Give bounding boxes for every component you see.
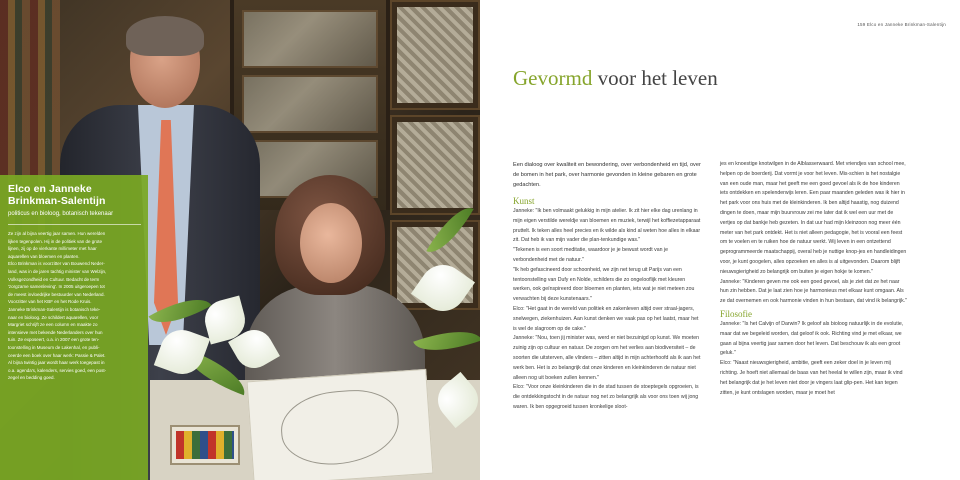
paragraph: Janneke: "Ik ben volmaakt gelukkig in mijn atelier. Ik zit hier elke dag urenlang in mijn eigen verstilde wereldje van bloemen en muziek, terwijl het koffiezetapparaat pruttelt. Ik teken alles heel precies en ik wilde als kind al weten hoe alles in elkaar zit. Dat heb ik van mijn vader die plan-tenkundige was." <box>513 208 701 244</box>
bio-name: Elco en Janneke Brinkman-Salentijn <box>8 183 106 207</box>
running-header: 159 Elco en Janneke Brinkman-Salentijn <box>857 22 946 27</box>
paragraph: Elco: "Voor onze kleinkinderen die in de stad tussen de stoeptegels opgroeien, is die ontdekkingstocht in de natuur nog net zo belangrijk als voor ons toen wij jong waren. Ik ben opgegroeid tussen kronkelige sloot- <box>513 384 699 410</box>
butterfly-case <box>390 0 480 110</box>
bio-box <box>0 175 148 480</box>
title-rest: voor het leven <box>592 66 718 90</box>
divider <box>8 224 141 225</box>
paragraph: "Ik heb gefascineerd door schoonheid, we zijn net terug uit Parijs van een tentoonstelling van Dufy en Nolde, schilders die zo ongelooflijk met kleuren werken, ook geïnspireerd door bloemen en planten, iets wat je niet meteen zou verwachten bij deze kunstenaars." <box>513 266 695 303</box>
title-accent: Gevormd <box>513 66 593 90</box>
paint-box <box>170 425 240 465</box>
bio-text: Ze zijn al bijna veertig jaar samen. Hun werelden lijken tegenpolen. Hij in de politiek van de grote lijnen, zij op de vierkante millimeter met haar aquarellen van bloemen en planten. Elco Brinkman is voorzitter van Bouwend Neder- land, was in de jaren tachtig minister van Welzijn, Volksgezondheid en Cultuur. Bedacht de term 'zorgzame samenleving'. In 2005 uitgeroepen tot de meest invloedrijke bestuurder van Nederland. Voorzitter van het KBF en het Rode Kruis. Janneke Brinkman-Salentijn is botanisch teke- naar en bioloog. Ze schildert aquarellen, voor Margriet schrijft ze een column en maakte zo intensieve met bekende Nederlanders over hun tuin. Ze exposeert, o.a. in 2007 een grote ten- toonstelling in Museum de Lakenhal, en publi- ceerde een boek over haar werk: Passie & Palet. Al bijna twintig jaar wordt haar werk toegepast in o.a. agenda's, kalenders, servies goed, een post- zegel en bedding goed. <box>8 231 107 381</box>
section-heading-kunst: Kunst <box>513 196 535 206</box>
article-title <box>513 66 718 91</box>
section-heading-filosofie: Filosofie <box>720 308 753 319</box>
bio-subtitle: politicus en bioloog, botanisch tekenaar <box>8 211 114 217</box>
intro-lead: Een dialoog over kwaliteit en bewondering, over verbondenheid en tijd, over de bomen in het park, over harmonie gevonden in kleine gebaren en grote gedachten. <box>513 162 701 188</box>
paragraph: jes en knoestige knotwilgen in de Alblasserwaard. Met vriendjes van school mee, helpen op de boerderij. Dat vormt je voor het leven. Mis-schien is het nostalgie van een oude man, maar het geeft me een goed gevoel als ik de hoe kinderen iets ontdekken en spelenderwijs leren. Een paar maanden geleden was ik hier in het park voor ons huis met de kleinkinderen. Ik ben altijd haastig, nog duizend dingen te doen, maar mijn buurvrouw zei me later dat ik wel een uur met de vertjes op dat bankje heb gezeten. In dat uur had mijn kleinzoon nog meer één meter van het park ontdekt. Het is niet alleen pedagogie, het is vooral een feest om te voelen en te ruiken hoe de natuur werkt. Wij leven in een ontzettend geprogrammeerde maatschappij, overal heb je nuttige knop-jes en handleidingen voor, je kunt googelen, alles opzoeken en alles is al uitgevonden. Daarom blijft nieuwsgierigheid zo belangrijk om buiten je eigen hokje te komen." <box>720 161 907 275</box>
text-column-right <box>720 160 908 398</box>
botanical-drawing <box>247 369 434 480</box>
paragraph: Elco: "Naast nieuwsgierigheid, ambitie, geeft een zeker doel in je leven mij richting. Je hoeft niet allemaal de baas van het heelal te willen zijn, maar ik vind het belangrijk dat je het leven niet door je vingers laat glip-pen. Het kan tegen zitten, je kunt ontslagen worden, maar je moet het <box>720 360 903 396</box>
paragraph: Janneke: "Kinderen geven me ook een goed gevoel, als je ziet dat ze het naar hun zin hebben. Dat je laat zien hoe je harmonieus met elkaar kunt omgaan. Als ze dat overnemen en ook harmonie vinden in hun bestaan, dat vind ik belangrijk." <box>720 278 907 305</box>
paragraph: Janneke: "Nou, toen jij minister was, werd er niet bezuinigd op kunst. We moeten zuinig zijn op cultuur en natuur. De zorgen om het verlies aan biodiversiteit – de soorten die uitsterven, alle vlinders – zitten altijd in mijn achterhoofd als ik aan het werk ben. Het is zo belangrijk dat onze kinderen en kleinkinderen de natuur niet alleen nog uit boeken zullen kennen." <box>513 335 701 381</box>
paragraph: Elco: "Het gaat in de wereld van politiek en zakenleven altijd over straal-jagers, snelwegen, ziekenhuizen. Aan kunst denken we vaak pas op het laatst, maar het is wel de slagroom op de cake." <box>513 305 699 332</box>
paragraph: "Tekenen is een soort meditatie, waardoor je je bewust wordt van je verbondenheid met de natuur." <box>513 247 668 263</box>
article-page <box>480 0 960 480</box>
text-column-left <box>513 160 701 413</box>
paragraph: Janneke: "Is het Calvijn of Darwin? Ik geloof als bioloog natuurlijk in de evolutie, maar dat we begeleid worden, dat geloof ik ook. Richting vind je met elkaar, we gaan al bijna veertig jaar samen door het leven. Dat beschouw ik als een groot geluk." <box>720 320 904 357</box>
